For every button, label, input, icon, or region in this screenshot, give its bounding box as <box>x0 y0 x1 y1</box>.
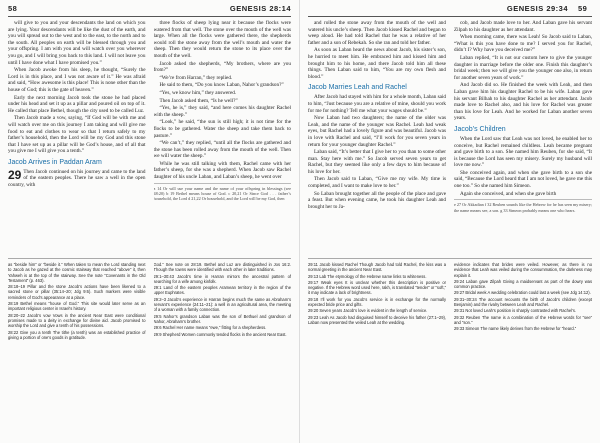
paragraph: “Yes, he is,” they said, “and here comes his daughter Rachel with the sheep.” <box>153 105 291 118</box>
paragraph: Again she conceived, and when she gave birth <box>460 190 557 197</box>
paragraph: and rolled the stone away from the mouth of the well and watered his uncle’s sheep. Then Jacob kissed Rachel and began to weep aloud. He had told Rachel that he was a relative of her father and a son of Rebekah. So she ran and told her father. <box>308 20 446 46</box>
paragraph: And Jacob did so. He finished the week with Leah, and then Laban gave him his daughter Rachel to be his wife. Laban gave his servant Bilhah to his daughter Rachel as her attendant. Jacob made love to Rachel also, and his love for Rachel was greater than his love for Leah. And he worked for Laban another seven years. <box>454 82 592 122</box>
paragraph: “Yes, we know him,” they answered. <box>159 89 237 96</box>
paragraph: When Jacob awoke from his sleep, he thought, “Surely the Lord is in this place, and I was not aware of it.” He was afraid and said, “How awesome is this place! This is none other than the house of God; this is the gate of heaven.” <box>8 67 146 93</box>
study-note: God.” See note on 28:19. Bethel and Luz are distinguished in Jos 16:2. Though the towns were identified with each other in later traditions. <box>153 262 291 273</box>
notes-column-2 <box>154 262 292 439</box>
running-header <box>308 4 592 18</box>
study-note: 29:31–30:24 The account recounts the birth of Jacob’s children (except Benjamin) and the rivalry between Leah and Rachel. <box>454 296 592 308</box>
study-note: 29:1–30:43 Jacob’s time in Harran mirrors the ancestral pattern of searching for a wife among kinfolk. <box>153 273 291 284</box>
study-note: 29:9 Shepherd Women commonly tended flocks in the ancient Near East. <box>153 331 287 337</box>
notes-column-2 <box>454 262 592 439</box>
paragraph: Then Jacob continued on his journey and came to the land of the eastern peoples. There he saw a well in the open country, with <box>8 168 146 189</box>
study-note: 28:19 Bethel means “house of God.” This site would later serve as an important religious center in Israel’s history. <box>8 301 146 312</box>
paragraph: He said to them, “Do you know Laban, Nahor’s grandson?” <box>159 82 284 89</box>
text-column-2 <box>154 20 292 255</box>
section-heading: Jacob Arrives in Paddan Aram <box>8 158 102 166</box>
study-note: 29:27 Bridal week A wedding celebration could last a week (see Jdg 14:12). <box>454 290 591 296</box>
study-note: 29:17 Weak eyes It is unclear whether this description is positive or negative. If the Hebrew word used here, rakh, is translated “tender” or “soft,” it may indicate a lack of brightness. <box>308 279 446 296</box>
study-note: 29:24 Laban gave Zilpah Giving a maidservant as part of the dowry was common practice. <box>454 278 592 290</box>
study-note: 29:13 Lab The etymology of the Hebrew name links to whiteness. <box>308 273 427 279</box>
text-column-1 <box>8 20 146 255</box>
paragraph: So Laban brought together all the people of the place and gave a feast. But when evening came, he took his daughter Leah and brought her to Ja- <box>308 190 446 210</box>
cross-references: a 14 Or will use your name and the name of your offspring in blessings (see 48:20) b 19 Bethel means house of God. c 20,21 Or Since God . . . father’s household, the Lord d 21,22 Or household, and the Lord will be my God, then <box>154 183 292 202</box>
study-note: 29:32 Reuben The name is a combination of the Hebrew words for “see” and “son.” <box>454 314 592 325</box>
text-column-2 <box>454 20 592 255</box>
study-note: 29:5 Nahor’s grandson Laban was the son of Bethuel and grandson of Nahor, Abraham’s brother. <box>153 313 291 324</box>
study-note: 29:20 Seven years Jacob’s love is evident in the length of service. <box>308 308 428 314</box>
paragraph: three flocks of sheep lying near it because the flocks were watered from that well. The stone over the mouth of the well was large. When all the flocks were gathered there, the shepherds would roll the stone away from the well’s mouth and water the sheep. Then they would return the stone to its place over the mouth of the well. <box>153 20 291 59</box>
text-columns <box>8 20 291 255</box>
paragraph: As soon as Laban heard the news about Jacob, his sister’s son, he hurried to meet him. He embraced him and kissed him and brought him to his home, and there Jacob told him all these things. Then Laban said to him, “You are my own flesh and blood.” <box>308 47 446 80</box>
study-note: 29:33 Simeon The name likely derives from the Hebrew for “heard.” <box>454 326 577 332</box>
study-note: evidence indicates that brides were veiled. However, as there is no evidence that Leah was veiled during the consummation, the darkness may explain it. <box>454 262 592 278</box>
study-notes <box>308 258 592 439</box>
paragraph: Now Laban had two daughters; the name of the older was Leah, and the name of the younger was Rachel. Leah had weak eyes, but Rachel had a lovely figure and was beautiful. Jacob was in love with Rachel and said, “I’ll work for you seven years in return for your younger daughter Rachel.” <box>308 115 446 148</box>
paragraph: cob, and Jacob made love to her. And Laban gave his servant Zilpah to his daughter as her attendant. <box>454 20 592 33</box>
study-note: 29:6 Rachel Her name means “ewe,” fitting for a shepherdess. <box>153 325 267 331</box>
study-note: 29:11 Jacob kissed Rachel Though Jacob had told Rachel, the kiss was a normal greeting in the ancient Near East. <box>308 262 446 273</box>
header-rule <box>308 16 592 17</box>
paragraph: While he was still talking with them, Rachel came with her father’s sheep, for she was a shepherd. When Jacob saw Rachel daughter of his uncle Laban, and Laban’s sheep, he went over <box>153 160 291 181</box>
running-title: GENESIS 28:14 <box>229 4 291 13</box>
right-page <box>300 0 600 443</box>
study-note: 28:22 Give you a tenth The tithe (a tenth) was an established practice of giving a portion of one’s goods in gratitude. <box>8 329 146 340</box>
study-notes <box>8 258 291 439</box>
running-title: GENESIS 29:34 <box>506 4 568 13</box>
study-note: 28:20–22 Jacob’s vow Vows in the ancient Near East were conditional promises made to a deity in exchange for divine aid. Jacob promised to worship the Lord and give a tenth of his possessions. <box>8 312 146 329</box>
paragraph: will give to you and your descendants the land on which you are lying. Your descendants will be like the dust of the earth, and you will spread out to the west and to the east, to the north and to the south. All peoples on earth will be blessed through you and your offspring. I am with you and will watch over you wherever you go, and I will bring you back to this land. I will not leave you until I have done what I have promised you.” <box>8 20 146 66</box>
study-note: 29:31 Not loved Leah’s position is sharply contrasted with Rachel’s. <box>454 308 577 314</box>
paragraph: Laban said, “It’s better that I give her to you than to some other man. Stay here with me.” So Jacob served seven years to get Rachel, but they seemed like only a few days to him because of his love for her. <box>308 149 446 175</box>
paragraph: When the Lord saw that Leah was not loved, he enabled her to conceive, but Rachel remained childless. Leah became pregnant and gave birth to a son. She named him Reuben, for she said, “It is because the Lord has seen my misery. Surely my husband will love me now.” <box>454 135 592 169</box>
page-number: 59 <box>578 4 588 13</box>
paragraph: Then Jacob asked them, “Is he well?” <box>159 97 238 104</box>
paragraph: “We can’t,” they replied, “until all the flocks are gathered and the stone has been rolled away from the mouth of the well. Then we will water the sheep.” <box>153 140 291 160</box>
paragraph: Jacob asked the shepherds, “My brothers, where are you from?” <box>153 60 291 74</box>
paragraph: “We’re from Harran,” they replied. <box>159 74 233 81</box>
paragraph: Laban replied, “It is not our custom here to give the younger daughter in marriage before the older one. Finish this daughter’s bridal week; then we will give you the younger one also, in return for another seven years of work.” <box>454 54 592 81</box>
header-rule <box>8 16 291 17</box>
study-note: 29:1 Land of the eastern peoples Aramean territory in the region of the upper Euphrates. <box>153 285 291 296</box>
notes-column-1 <box>308 262 446 439</box>
paragraph: Then Jacob made a vow, saying, “If God will be with me and will watch over me on this journey I am taking and will give me food to eat and clothes to wear so that I return safely to my father’s household, then the Lord will be my God and this stone that I have set up as a pillar will be God’s house, and of all that you give me I will give you a tenth.” <box>8 115 146 155</box>
paragraph: Early the next morning Jacob took the stone he had placed under his head and set it up as a pillar and poured oil on top of it. He called that place Bethel, though the city used to be called Luz. <box>8 94 146 114</box>
study-note: 29:2–3 Jacob’s experience in Harran begins much the same as Abraham’s servant’s experience (24:11–21): a well in an agricultural area, the meeting of a woman with a family connection. <box>153 296 291 313</box>
study-note: 29:23 Leah As Jacob had disguised himself to deceive his father (27:1–29), Laban now presented the veiled Leah at the wedding. <box>308 314 446 325</box>
paragraph: She conceived again, and when she gave birth to a son she said, “Because the Lord heard that I am not loved, he gave me this one too.” So she named him Simeon. <box>454 169 592 190</box>
chapter-number: 29 <box>8 167 22 182</box>
paragraph: Then Jacob said to Laban, “Give me my wife. My time is completed, and I want to make love to her.” <box>308 176 446 190</box>
paragraph: “Look,” he said, “the sun is still high; it is not time for the flocks to be gathered. Water the sheep and take them back to pasture.” <box>153 119 291 139</box>
study-note: as “beside him” or “beside it.” When taken to mean the Lord standing next to Jacob as he gazed at the cosmic stairway that reached “above” it, then Yahweh is at the top of the stairway. See the note “Covenants in the Old Testament” (p. 463). <box>8 262 146 283</box>
cross-references: e 27 Or Akkadian f 32 Reuben sounds like the Hebrew for he has seen my misery; the name means see, a son. g 33 Simeon probably means one who hears. <box>454 199 592 213</box>
paragraph: When morning came, there was Leah! So Jacob said to Laban, “What is this you have done to me? I served you for Rachel, didn’t I? Why have you deceived me?” <box>454 34 592 54</box>
section-heading: Jacob’s Children <box>454 125 506 133</box>
study-note: 28:18–19 Pillar and the stone Jacob’s actions have been likened to a sacred stone or pillar (35:14–20; Jdg 9:6). Such markers were visible reminders of God’s appearance at a place. <box>8 284 146 300</box>
study-note: 29:18 I’ll work for you Jacob’s service is in exchange for the normally expected bride price and gifts. <box>308 296 446 308</box>
section-heading: Jacob Marries Leah and Rachel <box>308 84 407 92</box>
notes-column-1 <box>8 262 146 439</box>
paragraph: After Jacob had stayed with him for a whole month, Laban said to him, “Just because you are a relative of mine, should you work for me for nothing? Tell me what your wages should be.” <box>308 94 446 114</box>
running-header <box>8 4 291 18</box>
text-column-1 <box>308 20 446 255</box>
text-columns <box>308 20 592 255</box>
page-number: 58 <box>8 4 18 13</box>
